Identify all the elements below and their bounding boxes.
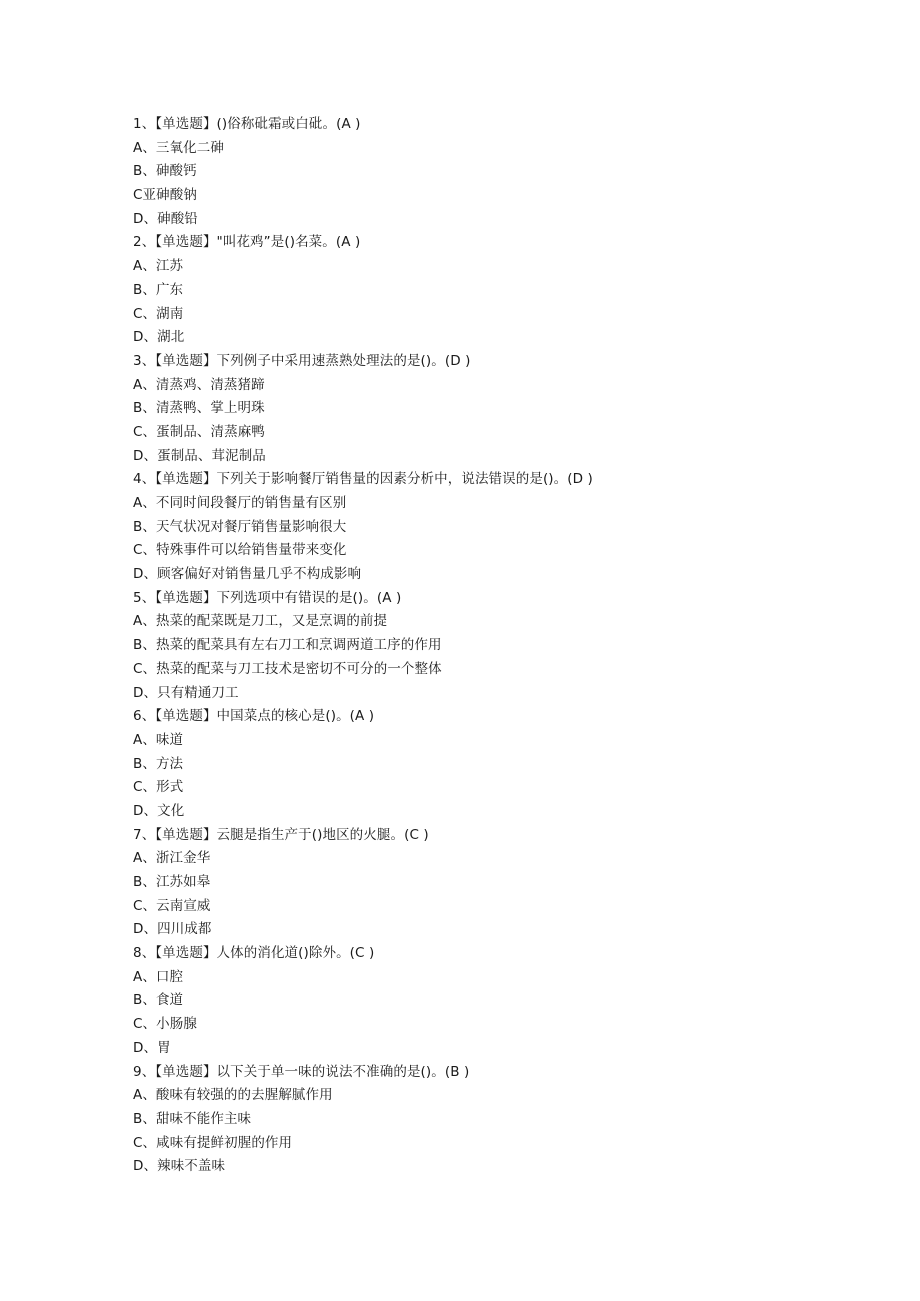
answer-option: A、口腔	[133, 968, 184, 985]
answer-option: C、小肠腺	[133, 1016, 197, 1033]
answer-option: B、甜味不能作主味	[133, 1110, 252, 1127]
answer-option: C、咸味有提鲜初腥的作用	[133, 1134, 293, 1151]
answer-option: C、热菜的配菜与刀工技术是密切不可分的一个整体	[133, 660, 442, 677]
answer-option: A、酸味有较强的的去腥解腻作用	[133, 1087, 333, 1104]
question-stem: 4、【单选题】下列关于影响餐厅销售量的因素分析中，说法错误的是()。(D )	[133, 471, 593, 488]
answer-option: B、食道	[133, 992, 184, 1009]
answer-option: C、形式	[133, 779, 184, 796]
answer-option: B、江苏如皋	[133, 874, 211, 890]
question-stem: 5、【单选题】下列选项中有错误的是()。(A )	[133, 589, 402, 606]
answer-option: A、浙江金华	[133, 850, 211, 867]
answer-option: A、热菜的配菜既是刀工，又是烹调的前提	[133, 613, 388, 630]
question-block	[133, 231, 873, 349]
question-stem: 6、【单选题】中国菜点的核心是()。(A )	[133, 708, 375, 725]
answer-option: C亚砷酸钠	[133, 187, 197, 204]
answer-option: C、湖南	[133, 305, 184, 322]
answer-option: C、特殊事件可以给销售量带来变化	[133, 542, 347, 559]
answer-option: D、胃	[133, 1039, 171, 1056]
answer-option: C、蛋制品、清蒸麻鸭	[133, 423, 265, 440]
answer-option: A、不同时间段餐厅的销售量有区别	[133, 495, 347, 511]
answer-option: B、清蒸鸭、掌上明珠	[133, 400, 265, 417]
question-block	[133, 824, 873, 942]
question-block	[133, 350, 873, 468]
question-stem: 9、【单选题】以下关于单一味的说法不准确的是()。(B )	[133, 1063, 470, 1080]
question-list	[133, 113, 873, 1179]
answer-option: D、辣味不盖味	[133, 1158, 226, 1175]
question-block	[133, 113, 873, 231]
question-block	[133, 942, 873, 1060]
answer-option: D、四川成都	[133, 921, 212, 938]
answer-option: D、顾客偏好对销售量几乎不构成影响	[133, 566, 362, 583]
question-block	[133, 705, 873, 823]
question-stem: 7、【单选题】云腿是指生产于()地区的火腿。(C )	[133, 826, 429, 843]
answer-option: D、只有精通刀工	[133, 684, 239, 701]
answer-option: A、三氧化二砷	[133, 139, 224, 156]
answer-option: B、广东	[133, 281, 184, 298]
question-stem: 3、【单选题】下列例子中采用速蒸熟处理法的是()。(D )	[133, 352, 471, 369]
answer-option: B、天气状况对餐厅销售量影响很大	[133, 518, 347, 535]
answer-option: D、湖北	[133, 329, 185, 346]
answer-option: A、清蒸鸡、清蒸猪蹄	[133, 376, 265, 393]
answer-option: C、云南宣威	[133, 897, 211, 914]
answer-option: D、砷酸铅	[133, 210, 198, 227]
question-stem: 2、【单选题】"叫花鸡”是()名菜。(A )	[133, 234, 361, 251]
answer-option: B、方法	[133, 755, 184, 772]
answer-option: A、江苏	[133, 258, 184, 275]
answer-option: B、砷酸钙	[133, 163, 197, 180]
question-block	[133, 468, 873, 586]
answer-option: B、热菜的配菜具有左右刀工和烹调两道工序的作用	[133, 637, 442, 654]
question-block	[133, 587, 873, 705]
answer-option: D、文化	[133, 802, 185, 819]
answer-option: A、味道	[133, 731, 184, 748]
question-block	[133, 1061, 873, 1179]
question-stem: 1、【单选题】()俗称砒霜或白砒。(A )	[133, 116, 361, 132]
answer-option: D、蛋制品、茸泥制品	[133, 447, 266, 464]
question-stem: 8、【单选题】人体的消化道()除外。(C )	[133, 945, 375, 962]
